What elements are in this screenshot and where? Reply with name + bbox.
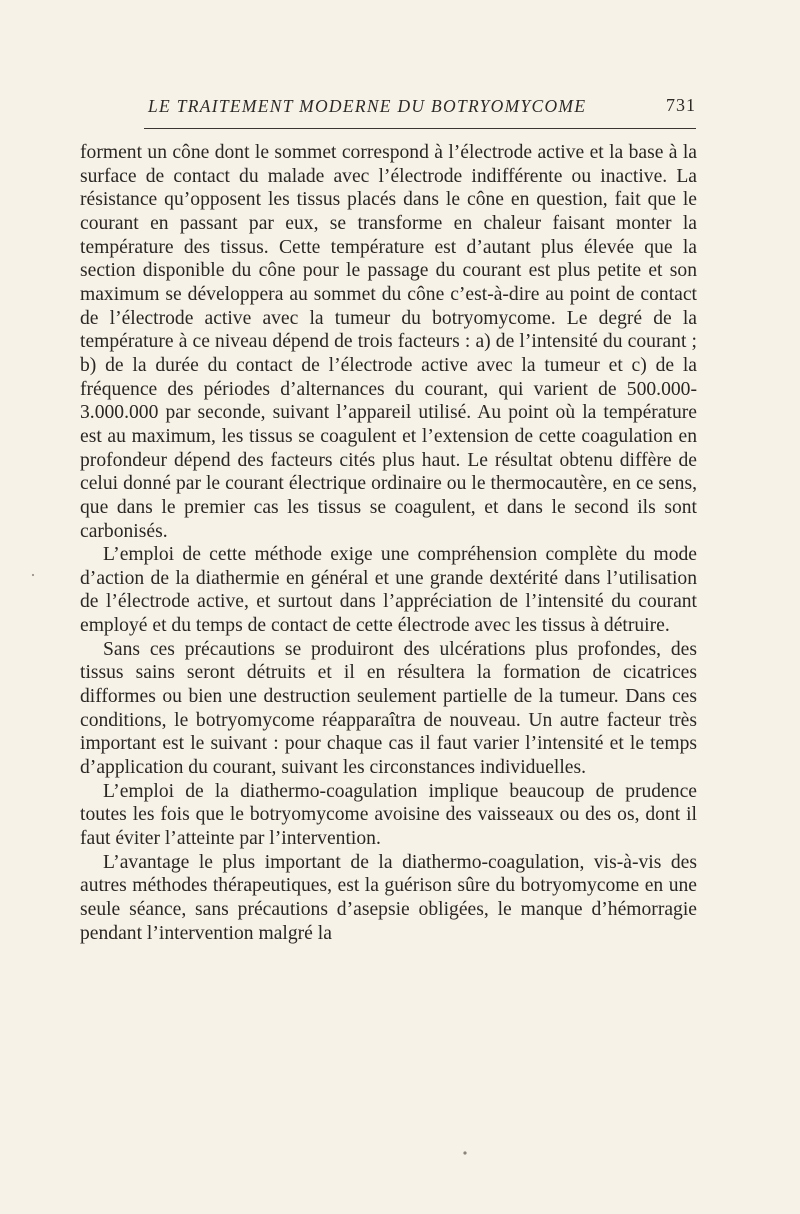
paragraph-1: forment un cône dont le sommet correspond à l’électrode active et la base à la surface de contact du malade avec l’électrode indifférente ou inactive. La résistance qu’opposent les tissus placés dans le cône en question, fait que le courant en passant par eux, se transforme en chaleur faisant monter la température des tissus. Cette température est d’autant plus élevée que la section disponible du cône pour le passage du courant est plus petite et son maximum se développera au sommet du cône c’est-à-dire au point de contact de l’électrode active avec la tumeur du botryomycome. Le degré de la température à ce niveau dépend de trois facteurs : a) de l’intensité du courant ; b) de la durée du contact de l’électrode active avec la tumeur et c) de la fréquence des périodes d’alternances du courant, qui varient de 500.000-3.000.000 par seconde, suivant l’appareil utilisé. Au point où la température est au maximum, les tissus se coagulent et l’extension de cette coagulation en profondeur dépend des facteurs cités plus haut. Le résultat obtenu diffère de celui donné par le courant électrique ordinaire ou le thermocautère, en ce sens, que dans le premier cas les tissus se coagulent, et dans le second ils sont carbonisés. [80,142,697,542]
page-number: 731 [666,95,696,115]
ink-speck [32,574,34,576]
ink-speck [463,1151,466,1154]
running-head-title: LE TRAITEMENT MODERNE DU BOTRYOMYCOME [148,96,587,116]
paragraph-5: L’avantage le plus important de la diathermo-coagulation, vis-à-vis des autres méthodes thérapeutiques, est la guérison sûre du botryomycome en une seule séance, sans précautions d’asepsie obligées, le manque d’hémorragie pendant l’intervention malgré la [80,851,697,944]
paragraph-4: L’emploi de la diathermo-coagulation implique beaucoup de prudence toutes les fois que le botryomycome avoisine des vaisseaux ou des os, dont il faut éviter l’atteinte par l’intervention. [80,780,697,850]
paragraph-2: L’emploi de cette méthode exige une compréhension complète du mode d’action de la diathermie en général et une grande dextérité dans l’utilisation de l’électrode active, et surtout dans l’appréciation de l’intensité du courant employé et du temps de contact de cette électrode avec les tissus à détruire. [80,544,697,637]
paragraph-3: Sans ces précautions se produiront des ulcérations plus profondes, des tissus sains seront détruits et il en résultera la formation de cicatrices difformes ou bien une destruction seulement partielle de la tumeur. Dans ces conditions, le botryomycome réapparaîtra de nouveau. Un autre facteur très important est le suivant : pour chaque cas il faut varier l’intensité et le temps d’application du courant, suivant les circonstances individuelles. [80,638,697,779]
